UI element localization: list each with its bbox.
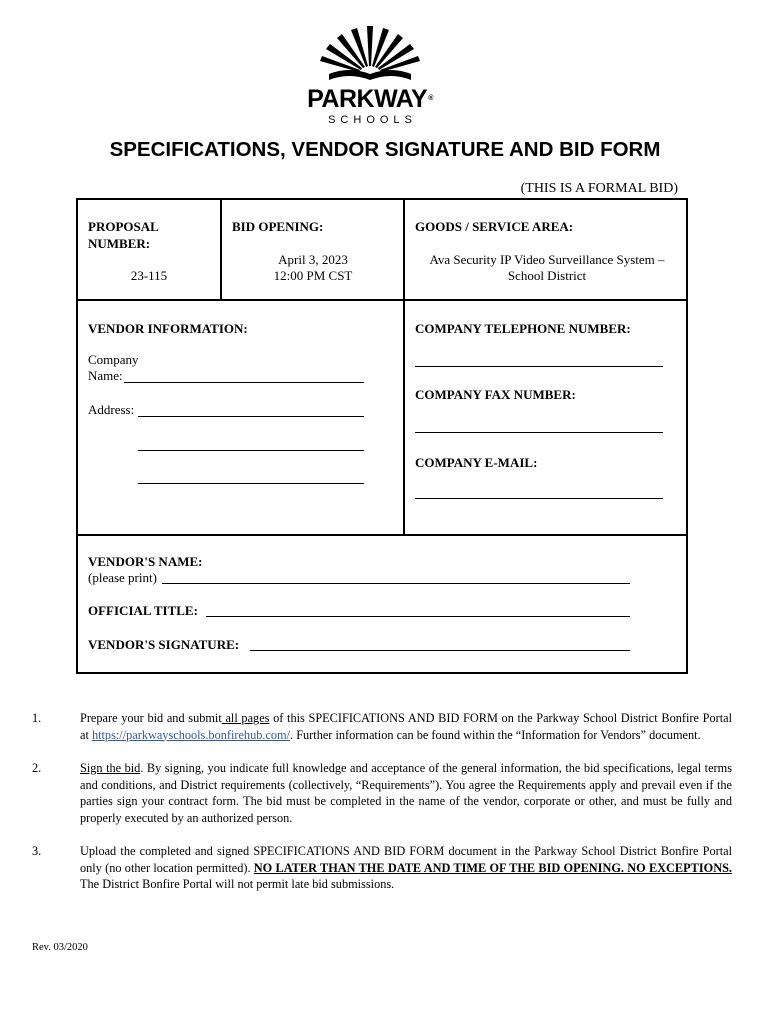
revision-footer: Rev. 03/2020 bbox=[32, 942, 88, 953]
company-fax-field[interactable] bbox=[415, 432, 663, 433]
bid-opening-label: BID OPENING: bbox=[232, 219, 324, 234]
page-title: SPECIFICATIONS, VENDOR SIGNATURE AND BID FORM bbox=[109, 138, 661, 161]
vendor-name-field[interactable] bbox=[162, 583, 630, 584]
sunburst-book-icon bbox=[315, 22, 425, 84]
address-field-line2[interactable] bbox=[138, 450, 364, 451]
goods-service-line2: School District bbox=[507, 268, 587, 283]
company-telephone-field[interactable] bbox=[415, 366, 663, 367]
bonfire-portal-link[interactable]: https://parkwayschools.bonfirehub.com/ bbox=[91, 727, 291, 742]
divider bbox=[220, 200, 222, 300]
proposal-number-label: PROPOSAL NUMBER: bbox=[88, 219, 159, 251]
divider bbox=[78, 534, 686, 536]
list-item bbox=[32, 843, 732, 893]
list-item-number: 3. bbox=[32, 844, 42, 858]
company-email-field[interactable] bbox=[415, 498, 663, 499]
formal-bid-note: (THIS IS A FORMAL BID) bbox=[520, 181, 678, 196]
brand-subtitle: SCHOOLS bbox=[328, 114, 417, 126]
address-label: Address: bbox=[88, 402, 135, 417]
official-title-label: OFFICIAL TITLE: bbox=[88, 603, 198, 618]
goods-service-label: GOODS / SERVICE AREA: bbox=[415, 219, 574, 234]
list-item-number: 1. bbox=[32, 711, 42, 725]
company-name-field[interactable] bbox=[124, 382, 364, 383]
divider bbox=[78, 299, 686, 301]
bid-opening-date: April 3, 2023 bbox=[278, 252, 348, 267]
vendor-name-hint: (please print) bbox=[88, 570, 157, 585]
list-item-number: 2. bbox=[32, 761, 42, 775]
instructions-list bbox=[32, 710, 732, 910]
proposal-number-value: 23-115 bbox=[130, 268, 168, 283]
list-item-text: Upload the completed and signed SPECIFICATIONS AND BID FORM document in the Parkway School District Bonfire Portal only (no other location permitted). NO LATER THAN THE DATE AND TIME OF THE BID OPENING. NO EXCEPTIONS. The District Bonfire Portal will not permit late bid submissions. bbox=[80, 844, 732, 891]
vendor-signature-field[interactable] bbox=[250, 650, 630, 651]
company-email-label: COMPANY E-MAIL: bbox=[415, 455, 538, 470]
goods-service-line1: Ava Security IP Video Surveillance System – bbox=[429, 252, 665, 267]
divider bbox=[403, 200, 405, 535]
company-fax-label: COMPANY FAX NUMBER: bbox=[415, 387, 576, 402]
list-item-text: Prepare your bid and submit all pages of this SPECIFICATIONS AND BID FORM on the Parkway School District Bonfire Portal at https://parkwayschools.bonfirehub.com/. Further information can be found within the “Information for Vendors” document. bbox=[80, 711, 732, 742]
brand-name: PARKWAY® bbox=[307, 85, 433, 113]
parkway-logo bbox=[300, 22, 440, 126]
address-field-line1[interactable] bbox=[138, 416, 364, 417]
list-item bbox=[32, 710, 732, 743]
vendor-signature-label: VENDOR'S SIGNATURE: bbox=[88, 637, 240, 652]
list-item-text: Sign the bid. By signing, you indicate full knowledge and acceptance of the general information, the bid specifications, legal terms and conditions, and District requirements (collectively, “Requirements”). You agree the Requirements apply and prevail even if the parties sign your contract form. The bid must be completed in the name of the vendor, corporate or other, and must be fully and properly executed by an authorized person. bbox=[80, 761, 732, 825]
official-title-field[interactable] bbox=[206, 616, 630, 617]
vendor-name-label: VENDOR'S NAME: bbox=[88, 554, 203, 569]
company-name-label: Company Name: bbox=[88, 352, 139, 383]
list-item bbox=[32, 760, 732, 826]
company-telephone-label: COMPANY TELEPHONE NUMBER: bbox=[415, 321, 631, 336]
address-field-line3[interactable] bbox=[138, 483, 364, 484]
bid-form-box bbox=[76, 198, 688, 674]
vendor-information-label: VENDOR INFORMATION: bbox=[88, 321, 248, 336]
bid-opening-time: 12:00 PM CST bbox=[273, 268, 353, 283]
